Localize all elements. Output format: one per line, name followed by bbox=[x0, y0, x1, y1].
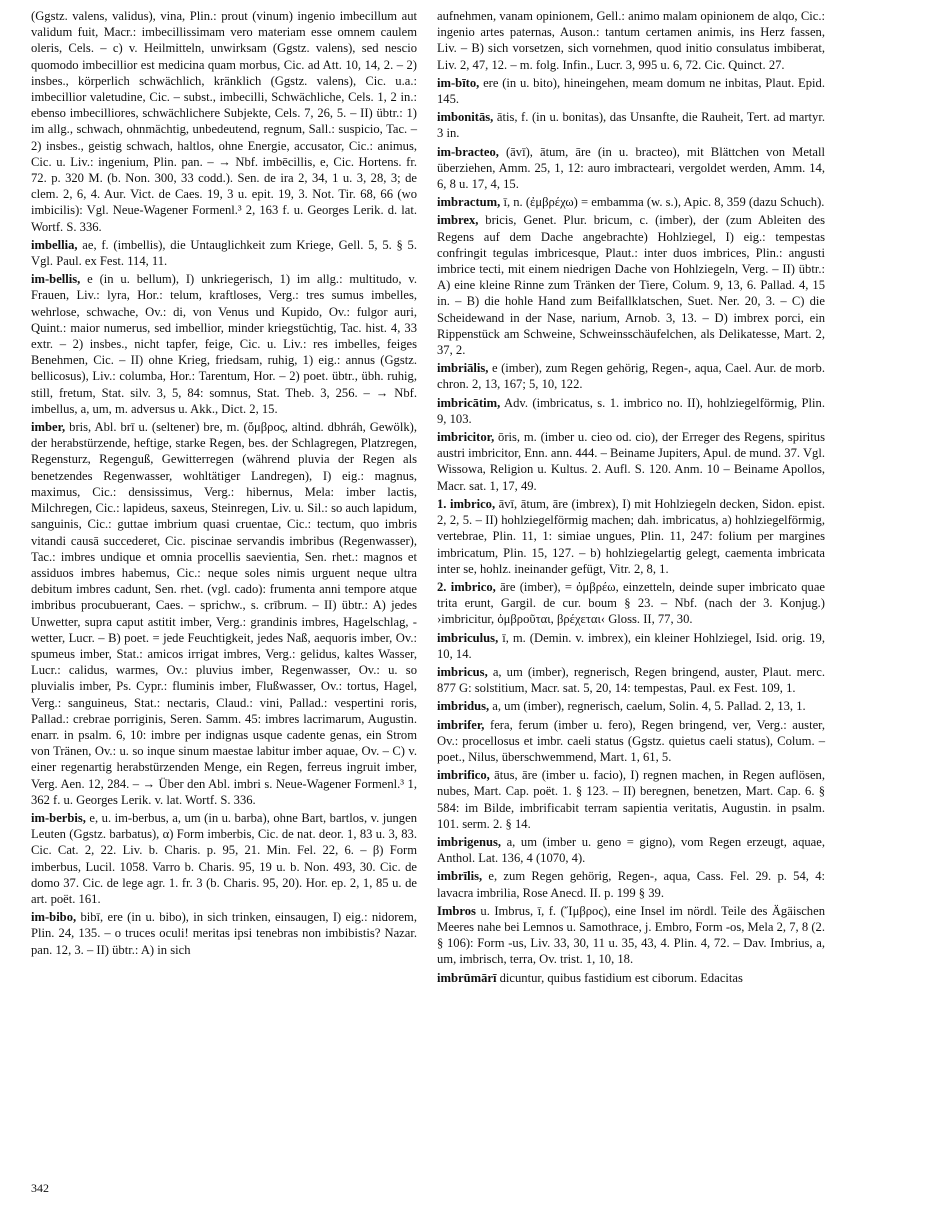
headword: imbrifico, bbox=[437, 768, 490, 783]
entry-imbricatim bbox=[437, 395, 825, 427]
entry-imbracteo bbox=[437, 144, 825, 193]
entry-text: ae, f. (imbellis), die Untauglichkeit zum Kriege, Gell. 5, 5. § 5. Vgl. Paul. ex Fest. 114, 11. bbox=[31, 237, 417, 269]
entry-text: āre (imber), = ὀμβρέω, einzetteln, deinde super imbricato quae trita erunt, Gargil. de cur. boum § 23. – Nbf. (nach der 3. Konjug.) ›imbricitur, ὀμβροῦται, βρέχεται‹ Gloss. II, 77, 30. bbox=[437, 579, 825, 627]
entry-imbito bbox=[437, 75, 825, 107]
entry-imber bbox=[31, 419, 417, 808]
entry-imbibo bbox=[31, 909, 417, 958]
headword: imbricitor, bbox=[437, 430, 495, 445]
entry-imbellis bbox=[31, 271, 417, 417]
entry-imbrico-2 bbox=[437, 579, 825, 628]
entry-text: e (in u. bellum), I) unkriegerisch, 1) im allg.: multitudo, v. Frauen, Liv.: lyra, Hor.: telum, kraftloses, Verg.: tres sumus imbelles, wehrlose, schwache, Ov.: di, von Venus und Kupido, Ov.: fulgor auri, Quint.: maior numerus, sed imbellior, minder kriegstüchtig, Tac. hist. 4, 33 extr. – 2) insbes., nicht tapfer, feige, Cic. u. Liv.: res imbelles, feiges Benehmen, Cic. – II) ohne Krieg, friedsam, ruhig, 1) eig.: annus (Ggstz. bellicosus), Liv.: columba, Hor.: Tarentum, Hor. – 2) poet. übtr., übh. ruhig, still, fretum, Stat. silv. 3, 5, 84: somnus, Stat. Theb. 3, 256. – → Nbf. imbellus, a, um, m. adversus u. Akk., Dict. 2, 15. bbox=[31, 272, 417, 416]
page-number: 342 bbox=[31, 1181, 49, 1195]
headword: imbriālis, bbox=[437, 361, 489, 376]
entry-text: āvī, ātum, āre (imbrex), I) mit Hohlziegeln decken, Sidon. epist. 2, 2, 5. – II) hohlziegelförmig machen; dah. imbricatus, a) hohlziegelförmig, vertebrae, Plin. 11, 1: simiae ungues, Plin. 11, 247: folium per margines imbricatum, Plin. 15, 127. – b) hohlziegelartig gelegt, caementa imbricata inter se, hohlz. ineinander gefügt, Vitr. 2, 8, 1. bbox=[437, 496, 825, 576]
headword: imbridus, bbox=[437, 699, 490, 714]
headword: imbrifer, bbox=[437, 717, 485, 732]
headword: imbrigenus, bbox=[437, 834, 502, 849]
entry-text: Adv. (imbricatus, s. 1. imbrico no. II), hohlziegelförmig, Plin. 9, 103. bbox=[437, 395, 825, 426]
headword: 1. imbrico, bbox=[437, 496, 496, 511]
entry-text: (Ggstz. valens, validus), vina, Plin.: prout (vinum) ingenio imbecillum aut validum fuit, Macr.: imbecillissimam vero materiam esse omnem caulem oleris, Cels. – c) v. Heilmitteln, unwirksam (Ggstz. valens), sed nescio quomodo imbecillior est medicina quam morbus, Cic. ad Att. 10, 14, 2. – 2) insbes., körperlich schwächlich, kränklich (Ggstz. valens), Cic. u.a.: imbecillior valetudine, Cic. – subst., imbecilli, Schwächliche, Cels. 1, 2 in.: ebenso imbecilliores, schwächlichere Subjekte, Cels. 7, 26, 5. – II) übtr.: 1) im allg., schwach, ohnmächtig, unbedeutend, regnum, Sall.: suspicio, Tac. – 2) insbes., geistig schwach, haltlos, ohne Energie, accusator, Cic.: animus, Cic. u. Liv.: ingenium, Plin. pan. – → Nbf. imbēcillis, e, Cic. Hortens. fr. 72. p. 320 M. (b. Non. 300, 33 codd.). Sen. de ira 2, 34, 1 u. 3, 28, 3; de clem. 2, 6, 4. Aur. Vict. de Caes. 19, 3 u. epit. 19, 3. Not. Tir. 68, 66 (wo imbicilis): Vgl. Neue-Wagener Formenl.³ 2, 163 f. u. Georges Lerik. d. lat. Wortf. S. 336. bbox=[31, 9, 417, 234]
entry-text: bris, Abl. brī u. (seltener) bre, m. (ὄμβρος, altind. dbhráh, Gewölk), der herabstürzende, heftige, starke Regen, bes. der Schlagregen, Platzregen, Regensturz, Regenguß, Gewitterregen (während pluvia der Regen als benetzendes Regenwasser, wohltätiger Landregen), I) eig.: magnus, maximus, Cic.: densissimus, Verg.: hibernus, Mela: imber lactis, Milchregen, Cic.: lapideus, saxeus, Steinregen, Liv. u. Sil.: so auch lapidum, sanguinis, Cic.: guttae imbrium quasi cruentae, Cic.: tectum, quo imbris vitandi causā succederet, Cic. piscinae servandis imbribus (Regenwasser), Tac.: imbres undique et omnia procellis saevientia, Sen. rhet.: magnos et assiduos imbres habemus, Cic.: neque soles nimis urguent neque ultra debitum imbres cadunt, Sen. rhet. (vgl. cado): frumenta anni tempore atque imbribus procubuerant, Caes. – sprichw., s. crībrum. – II) übtr.: A) jedes Unwetter, supra caput astitit imber, Verg.: grandinis imbres, Hagelschlag, -wetter, Lucr. – B) poet. = jede Feuchtigkeit, jedes Naß, aequoris imber, Ov.: spumeus imber, Stat.: amicos irrigat imbres, Verg.: gelidus, kaltes Wasser, Lucr.: calidus, warmes, Ov.: pluvius imber, Regenwasser, Ov.: u. so pluvialis imber, Ps. Cypr.: fluminis imber, Flußwasser, Ov.: tortus, Hagel, Verg.: sanguineus, Stat.: nectaris, Claud.: vini, Pallad.: vespertini roris, Pallad.: crebrae porriginis, Seren. Samm. 45: imbres lacrimarum, Augustin. enarr. in psalm. 6, 10: imbre per indignas usque cadente genas, ein Strom von Tränen, Ov.: u. so inque sinum maestae labitur imber aquae, Ov. – C) v. einer regenartig herabstürzenden Menge, ein Regen, ferreus ingruit imber, Verg. Aen. 12, 284. – → Über den Abl. imbri s. Neue-Wagener Formenl.³ 1, 362 f. u. Georges Lerik. v. lat. Wortf. S. 336. bbox=[31, 420, 417, 807]
entry-text: (āvī), ātum, āre (in u. bracteo), mit Blättchen von Metall überziehen, Amm. 25, 1, 12: auro imbracteari, vergoldet werden, Amm. 14, 6, 8 u. 17, 4, 15. bbox=[437, 144, 825, 192]
entry-imbrico-1 bbox=[437, 496, 825, 577]
headword: imbonitās, bbox=[437, 110, 494, 125]
entry-text: a, um (imber), regnerisch, Regen bringend, auster, Plaut. merc. 877 G: solstitium, Macr. sat. 5, 20, 14: tempestas, Paul. ex Fest. 109, 1. bbox=[437, 664, 825, 696]
entry-imbridus bbox=[437, 698, 825, 714]
entry-text: e (imber), zum Regen gehörig, Regen-, aqua, Cael. Aur. de morb. chron. 2, 13, 167; 5, 10, 122. bbox=[437, 361, 825, 392]
entry-imbrilis bbox=[437, 868, 825, 900]
entry-text: a, um (imber), regnerisch, caelum, Solin. 4, 5. Pallad. 2, 13, 1. bbox=[489, 699, 806, 714]
headword: Imbros bbox=[437, 903, 476, 918]
entry-imbellia bbox=[31, 237, 417, 269]
entry-imbrex bbox=[437, 212, 825, 358]
headword: im-berbis, bbox=[31, 810, 86, 825]
headword: imbrex, bbox=[437, 213, 479, 228]
entry-imberbis bbox=[31, 810, 417, 907]
headword: imbellia, bbox=[31, 237, 78, 252]
headword: imbrūmārī bbox=[437, 970, 497, 985]
entry-imbrifer bbox=[437, 717, 825, 766]
entry-imbrialis bbox=[437, 360, 825, 392]
left-column bbox=[31, 8, 417, 960]
entry-imbros bbox=[437, 903, 825, 968]
headword: im-bibo, bbox=[31, 910, 77, 925]
entry-text: dicuntur, quibus fastidium est ciborum. Edacitas bbox=[496, 970, 743, 985]
entry-text: e, zum Regen gehörig, Regen-, aqua, Cass. Fel. 29. p. 54, 4: lavacra imbrilia, Rose Anecd. II. p. 199 § 39. bbox=[437, 869, 825, 900]
headword: imbriculus, bbox=[437, 630, 499, 645]
entry-text: u. Imbrus, ī, f. (Ἴμβρος), eine Insel im nördl. Teile des Ägäischen Meeres nahe bei Lemnos u. Samothrace, j. Embro, Form -os, Mela 2, 7, 8 (2. § 106): Form -us, Liv. 33, 30, 11 u. 35, 43, 4. Plin. 4, 72. – Dav. Imbrius, a, um, imbrisch, terra, Ov. trist. 1, 10, 18. bbox=[437, 903, 825, 967]
entry-text: e, u. im-berbus, a, um (in u. barba), ohne Bart, bartlos, v. jungen Leuten (Ggstz. barbatus), α) Form imberbis, Cic. de nat. deor. 1, 83 u. 3, 83. Cic. Cat. 2, 22. Liv. b. Charis. p. 95, 21. Min. Fel. 22, 6. – β) Form imberbus, Lucil. 1058. Varro b. Charis. 95, 19 u. b. Non. 493, 30. Cic. de domo 37. Cic. de lege agr. 1. fr. 3 (b. Charis. 95, 20). Hor. ep. 2, 1, 85 u. de art. poët. 161. bbox=[31, 810, 417, 906]
headword: imbricātim, bbox=[437, 395, 501, 410]
entry-text: ī, m. (Demin. v. imbrex), ein kleiner Hohlziegel, Isid. orig. 19, 10, 14. bbox=[437, 630, 825, 661]
entry-text: ī, n. (ἐμβρέχω) = embamma (w. s.), Apic. 8, 359 (dazu Schuch). bbox=[500, 195, 825, 210]
right-column bbox=[437, 8, 825, 988]
entry-text: ātus, āre (imber u. facio), I) regnen machen, in Regen auflösen, nubes, Mart. Cap. poët. 1. § 123. – II) beregnen, benetzen, Mart. Cap. 6. § 584: im Bilde, imbrificabit terram sapientia veritatis, Augustin. in psalm. 101. serm. 2. § 14. bbox=[437, 768, 825, 831]
entry-imbractum bbox=[437, 194, 825, 210]
headword: imbrīlis, bbox=[437, 869, 483, 884]
entry-continuation bbox=[437, 8, 825, 73]
headword: imber, bbox=[31, 420, 66, 435]
entry-text: ātis, f. (in u. bonitas), das Unsanfte, die Rauheit, Tert. ad martyr. 3 in. bbox=[437, 110, 825, 141]
entry-imbricus bbox=[437, 664, 825, 696]
entry-text: fera, ferum (imber u. fero), Regen bringend, ver, Verg.: auster, Ov.: procellosus et imbr. caeli status (Ggstz. quietus caeli status), Colum. – poet., Nilus, überschwemmend, Mart. 1, 61, 5. bbox=[437, 717, 825, 764]
headword: im-bracteo, bbox=[437, 144, 499, 159]
entry-imbriculus bbox=[437, 630, 825, 662]
headword: imbricus, bbox=[437, 664, 488, 679]
headword: imbractum, bbox=[437, 195, 501, 210]
entry-imbricitor bbox=[437, 429, 825, 494]
entry-text: aufnehmen, vanam opinionem, Gell.: animo malam opinionem de alqo, Cic.: ingenio artes paternas, Auson.: tantum certamen animis, ins Herz fassen, Liv. – B) sich vorsetzen, sich vornehmen, quod initio consulatus imbiberat, Liv. 2, 47, 12. – m. folg. Infin., Lucr. 3, 995 u. 6, 72. Cic. Quinct. 27. bbox=[437, 9, 825, 72]
entry-text: ōris, m. (imber u. cieo od. cio), der Erreger des Regens, spiritus austri imbricitor, Enn. ann. 444. – Beiname Jupiters, Apul. de mund. 37. Vgl. Wissowa, Religion u. Kultus. 2. Aufl. S. 120. Anm. 10 – Beiname Apollos, Macr. sat. 1, 17, 49. bbox=[437, 430, 825, 493]
entry-text: bricis, Genet. Plur. bricum, c. (imber), der (zum Ableiten des Regens auf dem Dache angebrachte) Hohlziegel, I) eig.: tempestas confringit tegulas imbricesque, Plaut.: inter duos imbrices, Plin.: angusti imbrice tecti, mit einem niedrigen Dache von Hohlziegeln, Verg. – II) übtr.: A) eine kleine Rinne zum Tränken der Tiere, Colum. 9, 13, 6. Pallad. 4, 15 in. – B) die hohle Hand zum Beifallklatschen, Suet. Ner. 20, 3. – C) die Scheidewand in der Nase, narium, Arnob. 3, 13. – D) imbrex porci, ein Rippenstück am Schweine, Schweinsschäufelchen, als Delikatesse, Mart. 2, 37, 2. bbox=[437, 213, 825, 358]
headword: im-bellis, bbox=[31, 272, 81, 287]
headword: im-bīto, bbox=[437, 75, 480, 90]
entry-text: ere (in u. bito), hineingehen, meam domum ne inbitas, Plaut. Epid. 145. bbox=[437, 75, 825, 107]
entry-imbrifico bbox=[437, 767, 825, 832]
headword: 2. imbrico, bbox=[437, 579, 496, 594]
entry-imbrumari bbox=[437, 970, 825, 986]
entry-imbrigenus bbox=[437, 834, 825, 866]
entry-text: bibī, ere (in u. bibo), in sich trinken, einsaugen, I) eig.: nidorem, Plin. 24, 135. – o truces oculi! meritas ipsi tenebras non imbibistis? Nazar. pan. 12, 3. – II) übtr.: A) in sich bbox=[31, 910, 417, 957]
entry-imbonitas bbox=[437, 109, 825, 141]
entry-text: a, um (imber u. geno = gigno), vom Regen erzeugt, aquae, Anthol. Lat. 136, 4 (1070, 4). bbox=[437, 834, 825, 866]
entry-continuation bbox=[31, 8, 417, 235]
